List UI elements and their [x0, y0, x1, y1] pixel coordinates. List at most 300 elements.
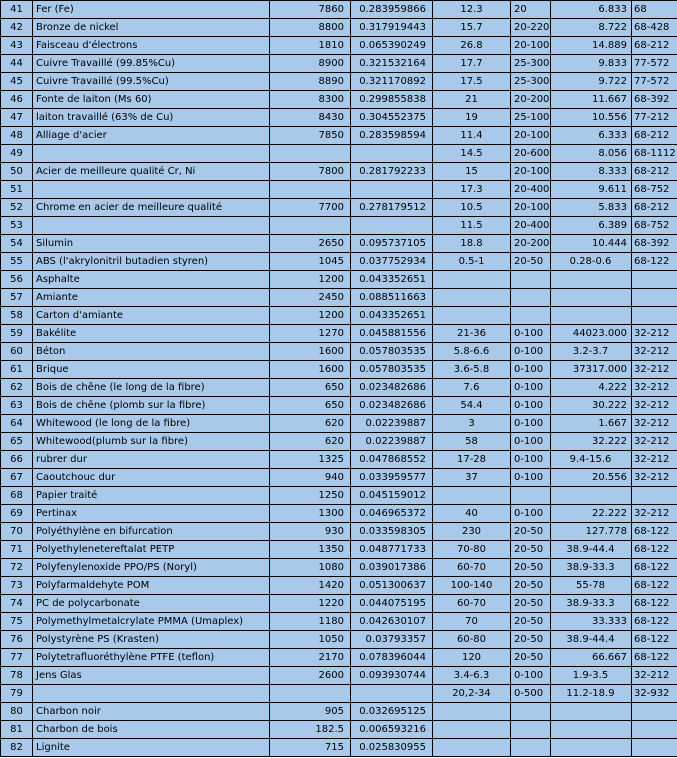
density-cell[interactable]: 1600 — [270, 343, 351, 361]
temperature-range-cell[interactable]: 20-50 — [511, 523, 551, 541]
material-name-cell[interactable]: Acier de meilleure qualité Cr, Ni — [33, 163, 270, 181]
coefficient-alt-cell[interactable]: 30.222 — [551, 397, 632, 415]
density-cell[interactable]: 1200 — [270, 271, 351, 289]
temperature-range-alt-cell[interactable]: 68-392 — [632, 235, 677, 253]
density-cell[interactable]: 8430 — [270, 109, 351, 127]
coefficient-cell[interactable]: 37 — [433, 469, 511, 487]
row-number-cell[interactable]: 60 — [1, 343, 33, 361]
density-alt-cell[interactable]: 0.299855838 — [351, 91, 433, 109]
coefficient-alt-cell[interactable]: 20.556 — [551, 469, 632, 487]
temperature-range-alt-cell[interactable]: 77-572 — [632, 73, 677, 91]
temperature-range-cell[interactable]: 20-50 — [511, 631, 551, 649]
temperature-range-alt-cell[interactable]: 32-212 — [632, 379, 677, 397]
density-cell[interactable]: 2650 — [270, 235, 351, 253]
temperature-range-cell[interactable]: 20-200 — [511, 91, 551, 109]
coefficient-cell[interactable]: 230 — [433, 523, 511, 541]
row-number-cell[interactable]: 43 — [1, 37, 33, 55]
temperature-range-alt-cell[interactable]: 68-122 — [632, 613, 677, 631]
density-alt-cell[interactable]: 0.043352651 — [351, 271, 433, 289]
coefficient-alt-cell[interactable]: 1.667 — [551, 415, 632, 433]
density-cell[interactable]: 1180 — [270, 613, 351, 631]
temperature-range-alt-cell[interactable]: 68-122 — [632, 523, 677, 541]
coefficient-cell[interactable]: 0.5-1 — [433, 253, 511, 271]
material-name-cell[interactable]: Lignite — [33, 739, 270, 757]
density-alt-cell[interactable]: 0.057803535 — [351, 343, 433, 361]
material-name-cell[interactable]: Polytetrafluoréthylène PTFE (teflon) — [33, 649, 270, 667]
density-cell[interactable] — [270, 217, 351, 235]
row-number-cell[interactable]: 70 — [1, 523, 33, 541]
material-name-cell[interactable]: Cuivre Travaillé (99.85%Cu) — [33, 55, 270, 73]
temperature-range-cell[interactable]: 0-100 — [511, 433, 551, 451]
density-cell[interactable]: 7850 — [270, 127, 351, 145]
temperature-range-cell[interactable] — [511, 271, 551, 289]
temperature-range-cell[interactable]: 0-100 — [511, 505, 551, 523]
temperature-range-cell[interactable]: 0-100 — [511, 343, 551, 361]
coefficient-cell[interactable]: 19 — [433, 109, 511, 127]
temperature-range-cell[interactable]: 0-100 — [511, 325, 551, 343]
coefficient-alt-cell[interactable] — [551, 739, 632, 757]
density-alt-cell[interactable]: 0.321170892 — [351, 73, 433, 91]
density-alt-cell[interactable]: 0.03793357 — [351, 631, 433, 649]
coefficient-alt-cell[interactable]: 0.28-0.6 — [551, 253, 632, 271]
coefficient-alt-cell[interactable]: 66.667 — [551, 649, 632, 667]
coefficient-alt-cell[interactable]: 4.222 — [551, 379, 632, 397]
material-name-cell[interactable]: PC de polycarbonate — [33, 595, 270, 613]
density-cell[interactable]: 7860 — [270, 1, 351, 19]
temperature-range-alt-cell[interactable]: 68-122 — [632, 649, 677, 667]
density-alt-cell[interactable]: 0.045159012 — [351, 487, 433, 505]
density-alt-cell[interactable]: 0.006593216 — [351, 721, 433, 739]
density-cell[interactable]: 1810 — [270, 37, 351, 55]
material-name-cell[interactable]: Polyfenylenoxide PPO/PS (Noryl) — [33, 559, 270, 577]
coefficient-cell[interactable] — [433, 721, 511, 739]
density-alt-cell[interactable]: 0.057803535 — [351, 361, 433, 379]
coefficient-cell[interactable]: 40 — [433, 505, 511, 523]
coefficient-alt-cell[interactable]: 8.722 — [551, 19, 632, 37]
temperature-range-cell[interactable] — [511, 289, 551, 307]
material-name-cell[interactable] — [33, 217, 270, 235]
temperature-range-cell[interactable]: 0-100 — [511, 451, 551, 469]
temperature-range-alt-cell[interactable]: 32-212 — [632, 667, 677, 685]
temperature-range-cell[interactable]: 0-100 — [511, 667, 551, 685]
material-name-cell[interactable]: Polyéthylène en bifurcation — [33, 523, 270, 541]
coefficient-cell[interactable] — [433, 271, 511, 289]
density-alt-cell[interactable]: 0.065390249 — [351, 37, 433, 55]
density-cell[interactable]: 1350 — [270, 541, 351, 559]
density-alt-cell[interactable]: 0.051300637 — [351, 577, 433, 595]
temperature-range-cell[interactable] — [511, 307, 551, 325]
density-cell[interactable]: 620 — [270, 415, 351, 433]
temperature-range-cell[interactable]: 20-50 — [511, 253, 551, 271]
density-alt-cell[interactable]: 0.078396044 — [351, 649, 433, 667]
density-cell[interactable]: 1200 — [270, 307, 351, 325]
coefficient-cell[interactable] — [433, 487, 511, 505]
coefficient-cell[interactable]: 17.7 — [433, 55, 511, 73]
density-cell[interactable]: 1270 — [270, 325, 351, 343]
density-alt-cell[interactable]: 0.037752934 — [351, 253, 433, 271]
temperature-range-alt-cell[interactable]: 68-122 — [632, 541, 677, 559]
density-alt-cell[interactable]: 0.02239887 — [351, 415, 433, 433]
material-name-cell[interactable]: Polystyrène PS (Krasten) — [33, 631, 270, 649]
coefficient-cell[interactable]: 70 — [433, 613, 511, 631]
material-name-cell[interactable]: Whitewood(plumb sur la fibre) — [33, 433, 270, 451]
density-cell[interactable]: 2600 — [270, 667, 351, 685]
coefficient-cell[interactable]: 17.3 — [433, 181, 511, 199]
density-alt-cell[interactable]: 0.048771733 — [351, 541, 433, 559]
temperature-range-alt-cell[interactable]: 68-1112 — [632, 145, 677, 163]
temperature-range-alt-cell[interactable]: 77-212 — [632, 109, 677, 127]
coefficient-cell[interactable]: 21 — [433, 91, 511, 109]
density-cell[interactable]: 650 — [270, 379, 351, 397]
temperature-range-cell[interactable]: 20-100 — [511, 37, 551, 55]
row-number-cell[interactable]: 71 — [1, 541, 33, 559]
coefficient-cell[interactable]: 3.6-5.8 — [433, 361, 511, 379]
temperature-range-cell[interactable]: 0-100 — [511, 397, 551, 415]
temperature-range-cell[interactable]: 20-50 — [511, 577, 551, 595]
temperature-range-cell[interactable]: 0-100 — [511, 379, 551, 397]
density-alt-cell[interactable]: 0.045881556 — [351, 325, 433, 343]
temperature-range-alt-cell[interactable]: 68-212 — [632, 37, 677, 55]
density-alt-cell[interactable] — [351, 181, 433, 199]
temperature-range-cell[interactable]: 25-100 — [511, 109, 551, 127]
density-alt-cell[interactable]: 0.317919443 — [351, 19, 433, 37]
density-cell[interactable]: 8900 — [270, 55, 351, 73]
temperature-range-alt-cell[interactable]: 77-572 — [632, 55, 677, 73]
row-number-cell[interactable]: 74 — [1, 595, 33, 613]
row-number-cell[interactable]: 69 — [1, 505, 33, 523]
density-alt-cell[interactable]: 0.281792233 — [351, 163, 433, 181]
density-cell[interactable]: 8300 — [270, 91, 351, 109]
coefficient-alt-cell[interactable]: 9.722 — [551, 73, 632, 91]
density-cell[interactable]: 940 — [270, 469, 351, 487]
row-number-cell[interactable]: 63 — [1, 397, 33, 415]
density-cell[interactable]: 650 — [270, 397, 351, 415]
coefficient-cell[interactable]: 12.3 — [433, 1, 511, 19]
coefficient-cell[interactable]: 5.8-6.6 — [433, 343, 511, 361]
coefficient-alt-cell[interactable]: 6.389 — [551, 217, 632, 235]
coefficient-cell[interactable] — [433, 739, 511, 757]
coefficient-cell[interactable]: 26.8 — [433, 37, 511, 55]
density-cell[interactable]: 1220 — [270, 595, 351, 613]
temperature-range-alt-cell[interactable]: 68-752 — [632, 217, 677, 235]
row-number-cell[interactable]: 82 — [1, 739, 33, 757]
temperature-range-cell[interactable]: 20-100 — [511, 163, 551, 181]
coefficient-alt-cell[interactable]: 37317.000 — [551, 361, 632, 379]
row-number-cell[interactable]: 80 — [1, 703, 33, 721]
row-number-cell[interactable]: 46 — [1, 91, 33, 109]
temperature-range-cell[interactable]: 20-50 — [511, 541, 551, 559]
row-number-cell[interactable]: 66 — [1, 451, 33, 469]
coefficient-alt-cell[interactable]: 33.333 — [551, 613, 632, 631]
row-number-cell[interactable]: 61 — [1, 361, 33, 379]
density-alt-cell[interactable]: 0.304552375 — [351, 109, 433, 127]
temperature-range-alt-cell[interactable]: 32-212 — [632, 451, 677, 469]
density-cell[interactable] — [270, 145, 351, 163]
coefficient-cell[interactable]: 100-140 — [433, 577, 511, 595]
coefficient-alt-cell[interactable]: 10.556 — [551, 109, 632, 127]
density-cell[interactable]: 1080 — [270, 559, 351, 577]
coefficient-cell[interactable] — [433, 703, 511, 721]
temperature-range-alt-cell[interactable]: 32-212 — [632, 343, 677, 361]
coefficient-alt-cell[interactable] — [551, 271, 632, 289]
material-name-cell[interactable]: Carton d'amiante — [33, 307, 270, 325]
coefficient-alt-cell[interactable] — [551, 703, 632, 721]
temperature-range-alt-cell[interactable]: 68-122 — [632, 595, 677, 613]
row-number-cell[interactable]: 58 — [1, 307, 33, 325]
density-alt-cell[interactable]: 0.033598305 — [351, 523, 433, 541]
temperature-range-cell[interactable]: 20-100 — [511, 127, 551, 145]
material-name-cell[interactable]: Polyfarmaldehyte POM — [33, 577, 270, 595]
temperature-range-cell[interactable]: 20-50 — [511, 649, 551, 667]
coefficient-alt-cell[interactable]: 11.667 — [551, 91, 632, 109]
material-name-cell[interactable]: Cuivre Travaillé (99.5%Cu) — [33, 73, 270, 91]
row-number-cell[interactable]: 52 — [1, 199, 33, 217]
material-name-cell[interactable]: ABS (l'akrylonitril butadien styren) — [33, 253, 270, 271]
density-cell[interactable]: 182.5 — [270, 721, 351, 739]
coefficient-cell[interactable]: 14.5 — [433, 145, 511, 163]
density-alt-cell[interactable]: 0.039017386 — [351, 559, 433, 577]
row-number-cell[interactable]: 59 — [1, 325, 33, 343]
density-alt-cell[interactable]: 0.047868552 — [351, 451, 433, 469]
material-name-cell[interactable]: Caoutchouc dur — [33, 469, 270, 487]
row-number-cell[interactable]: 42 — [1, 19, 33, 37]
material-name-cell[interactable] — [33, 181, 270, 199]
temperature-range-cell[interactable]: 20-220 — [511, 19, 551, 37]
temperature-range-cell[interactable]: 20-50 — [511, 613, 551, 631]
density-cell[interactable]: 1050 — [270, 631, 351, 649]
density-alt-cell[interactable]: 0.042630107 — [351, 613, 433, 631]
coefficient-cell[interactable]: 3 — [433, 415, 511, 433]
coefficient-alt-cell[interactable]: 38.9-44.4 — [551, 631, 632, 649]
temperature-range-alt-cell[interactable] — [632, 721, 677, 739]
temperature-range-alt-cell[interactable] — [632, 307, 677, 325]
coefficient-alt-cell[interactable]: 6.333 — [551, 127, 632, 145]
temperature-range-alt-cell[interactable]: 32-212 — [632, 397, 677, 415]
coefficient-alt-cell[interactable]: 10.444 — [551, 235, 632, 253]
coefficient-cell[interactable]: 60-70 — [433, 595, 511, 613]
temperature-range-cell[interactable]: 0-100 — [511, 469, 551, 487]
row-number-cell[interactable]: 48 — [1, 127, 33, 145]
material-name-cell[interactable]: Béton — [33, 343, 270, 361]
density-cell[interactable]: 930 — [270, 523, 351, 541]
temperature-range-cell[interactable]: 25-300 — [511, 73, 551, 91]
row-number-cell[interactable]: 65 — [1, 433, 33, 451]
coefficient-cell[interactable]: 21-36 — [433, 325, 511, 343]
row-number-cell[interactable]: 54 — [1, 235, 33, 253]
coefficient-alt-cell[interactable]: 38.9-33.3 — [551, 559, 632, 577]
row-number-cell[interactable]: 57 — [1, 289, 33, 307]
row-number-cell[interactable]: 49 — [1, 145, 33, 163]
density-alt-cell[interactable]: 0.032695125 — [351, 703, 433, 721]
coefficient-cell[interactable]: 15.7 — [433, 19, 511, 37]
temperature-range-alt-cell[interactable]: 68-122 — [632, 631, 677, 649]
density-alt-cell[interactable] — [351, 685, 433, 703]
coefficient-alt-cell[interactable]: 127.778 — [551, 523, 632, 541]
temperature-range-cell[interactable]: 20-50 — [511, 595, 551, 613]
material-name-cell[interactable]: Amiante — [33, 289, 270, 307]
density-alt-cell[interactable] — [351, 217, 433, 235]
temperature-range-cell[interactable] — [511, 739, 551, 757]
material-name-cell[interactable]: rubrer dur — [33, 451, 270, 469]
coefficient-alt-cell[interactable]: 22.222 — [551, 505, 632, 523]
temperature-range-alt-cell[interactable]: 68-122 — [632, 559, 677, 577]
temperature-range-cell[interactable]: 20-400 — [511, 181, 551, 199]
material-name-cell[interactable]: Papier traité — [33, 487, 270, 505]
material-name-cell[interactable]: Polymethylmetalcrylate PMMA (Umaplex) — [33, 613, 270, 631]
coefficient-cell[interactable] — [433, 307, 511, 325]
coefficient-cell[interactable]: 11.5 — [433, 217, 511, 235]
density-cell[interactable]: 1325 — [270, 451, 351, 469]
coefficient-cell[interactable]: 3.4-6.3 — [433, 667, 511, 685]
row-number-cell[interactable]: 47 — [1, 109, 33, 127]
density-cell[interactable]: 2170 — [270, 649, 351, 667]
coefficient-alt-cell[interactable] — [551, 307, 632, 325]
coefficient-alt-cell[interactable]: 9.611 — [551, 181, 632, 199]
temperature-range-alt-cell[interactable]: 68-122 — [632, 577, 677, 595]
coefficient-alt-cell[interactable]: 32.222 — [551, 433, 632, 451]
temperature-range-cell[interactable]: 0-100 — [511, 361, 551, 379]
material-name-cell[interactable]: Fer (Fe) — [33, 1, 270, 19]
material-name-cell[interactable] — [33, 145, 270, 163]
density-cell[interactable]: 1300 — [270, 505, 351, 523]
density-cell[interactable] — [270, 181, 351, 199]
temperature-range-alt-cell[interactable]: 32-212 — [632, 415, 677, 433]
temperature-range-cell[interactable]: 20 — [511, 1, 551, 19]
coefficient-alt-cell[interactable]: 9.4-15.6 — [551, 451, 632, 469]
coefficient-cell[interactable]: 18.8 — [433, 235, 511, 253]
row-number-cell[interactable]: 72 — [1, 559, 33, 577]
temperature-range-cell[interactable]: 0-100 — [511, 415, 551, 433]
temperature-range-cell[interactable]: 20-400 — [511, 217, 551, 235]
row-number-cell[interactable]: 53 — [1, 217, 33, 235]
temperature-range-cell[interactable] — [511, 487, 551, 505]
temperature-range-alt-cell[interactable]: 68-428 — [632, 19, 677, 37]
material-name-cell[interactable]: Bronze de nickel — [33, 19, 270, 37]
row-number-cell[interactable]: 77 — [1, 649, 33, 667]
material-name-cell[interactable]: Pertinax — [33, 505, 270, 523]
density-alt-cell[interactable] — [351, 145, 433, 163]
coefficient-alt-cell[interactable]: 38.9-33.3 — [551, 595, 632, 613]
material-name-cell[interactable]: Brique — [33, 361, 270, 379]
coefficient-alt-cell[interactable]: 14.889 — [551, 37, 632, 55]
temperature-range-alt-cell[interactable]: 32-932 — [632, 685, 677, 703]
row-number-cell[interactable]: 50 — [1, 163, 33, 181]
temperature-range-alt-cell[interactable]: 68-752 — [632, 181, 677, 199]
coefficient-alt-cell[interactable]: 55-78 — [551, 577, 632, 595]
density-alt-cell[interactable]: 0.033959577 — [351, 469, 433, 487]
row-number-cell[interactable]: 64 — [1, 415, 33, 433]
density-alt-cell[interactable]: 0.095737105 — [351, 235, 433, 253]
material-name-cell[interactable]: Bakélite — [33, 325, 270, 343]
coefficient-cell[interactable]: 60-80 — [433, 631, 511, 649]
material-name-cell[interactable]: Chrome en acier de meilleure qualité — [33, 199, 270, 217]
material-name-cell[interactable]: Jens Glas — [33, 667, 270, 685]
material-name-cell[interactable]: Asphalte — [33, 271, 270, 289]
temperature-range-alt-cell[interactable] — [632, 703, 677, 721]
row-number-cell[interactable]: 81 — [1, 721, 33, 739]
coefficient-cell[interactable]: 7.6 — [433, 379, 511, 397]
coefficient-cell[interactable]: 17.5 — [433, 73, 511, 91]
temperature-range-alt-cell[interactable]: 68 — [632, 1, 677, 19]
density-cell[interactable]: 1250 — [270, 487, 351, 505]
material-name-cell[interactable]: laiton travaillé (63% de Cu) — [33, 109, 270, 127]
row-number-cell[interactable]: 79 — [1, 685, 33, 703]
density-cell[interactable]: 905 — [270, 703, 351, 721]
coefficient-alt-cell[interactable]: 5.833 — [551, 199, 632, 217]
density-alt-cell[interactable]: 0.278179512 — [351, 199, 433, 217]
row-number-cell[interactable]: 51 — [1, 181, 33, 199]
density-alt-cell[interactable]: 0.283598594 — [351, 127, 433, 145]
density-alt-cell[interactable]: 0.02239887 — [351, 433, 433, 451]
temperature-range-cell[interactable]: 20-200 — [511, 235, 551, 253]
density-alt-cell[interactable]: 0.025830955 — [351, 739, 433, 757]
temperature-range-alt-cell[interactable]: 68-122 — [632, 253, 677, 271]
temperature-range-cell[interactable]: 20-50 — [511, 559, 551, 577]
coefficient-alt-cell[interactable] — [551, 487, 632, 505]
temperature-range-alt-cell[interactable]: 32-212 — [632, 361, 677, 379]
density-cell[interactable]: 1420 — [270, 577, 351, 595]
material-name-cell[interactable]: Charbon de bois — [33, 721, 270, 739]
coefficient-cell[interactable]: 58 — [433, 433, 511, 451]
coefficient-cell[interactable]: 10.5 — [433, 199, 511, 217]
temperature-range-alt-cell[interactable]: 68-392 — [632, 91, 677, 109]
density-alt-cell[interactable]: 0.283959866 — [351, 1, 433, 19]
coefficient-alt-cell[interactable]: 3.2-3.7 — [551, 343, 632, 361]
coefficient-alt-cell[interactable] — [551, 721, 632, 739]
material-name-cell[interactable]: Alliage d'acier — [33, 127, 270, 145]
row-number-cell[interactable]: 78 — [1, 667, 33, 685]
density-cell[interactable]: 7700 — [270, 199, 351, 217]
row-number-cell[interactable]: 76 — [1, 631, 33, 649]
material-name-cell[interactable]: Charbon noir — [33, 703, 270, 721]
temperature-range-alt-cell[interactable]: 68-212 — [632, 199, 677, 217]
density-cell[interactable]: 1045 — [270, 253, 351, 271]
temperature-range-cell[interactable]: 25-300 — [511, 55, 551, 73]
density-cell[interactable]: 8800 — [270, 19, 351, 37]
material-name-cell[interactable]: Whitewood (le long de la fibre) — [33, 415, 270, 433]
density-cell[interactable]: 715 — [270, 739, 351, 757]
coefficient-alt-cell[interactable]: 11.2-18.9 — [551, 685, 632, 703]
material-name-cell[interactable]: Faisceau d'électrons — [33, 37, 270, 55]
coefficient-alt-cell[interactable]: 1.9-3.5 — [551, 667, 632, 685]
row-number-cell[interactable]: 62 — [1, 379, 33, 397]
row-number-cell[interactable]: 56 — [1, 271, 33, 289]
coefficient-alt-cell[interactable]: 8.333 — [551, 163, 632, 181]
material-name-cell[interactable]: Polyethylenetereftalat PETP — [33, 541, 270, 559]
row-number-cell[interactable]: 75 — [1, 613, 33, 631]
density-alt-cell[interactable]: 0.043352651 — [351, 307, 433, 325]
coefficient-cell[interactable]: 120 — [433, 649, 511, 667]
density-alt-cell[interactable]: 0.046965372 — [351, 505, 433, 523]
coefficient-alt-cell[interactable]: 38.9-44.4 — [551, 541, 632, 559]
material-name-cell[interactable]: Silumin — [33, 235, 270, 253]
coefficient-alt-cell[interactable]: 44023.000 — [551, 325, 632, 343]
row-number-cell[interactable]: 45 — [1, 73, 33, 91]
coefficient-cell[interactable]: 11.4 — [433, 127, 511, 145]
coefficient-cell[interactable]: 17-28 — [433, 451, 511, 469]
row-number-cell[interactable]: 41 — [1, 1, 33, 19]
row-number-cell[interactable]: 73 — [1, 577, 33, 595]
temperature-range-alt-cell[interactable]: 68-212 — [632, 127, 677, 145]
density-cell[interactable] — [270, 685, 351, 703]
density-cell[interactable]: 7800 — [270, 163, 351, 181]
density-alt-cell[interactable]: 0.321532164 — [351, 55, 433, 73]
coefficient-cell[interactable]: 54.4 — [433, 397, 511, 415]
temperature-range-alt-cell[interactable] — [632, 271, 677, 289]
coefficient-cell[interactable]: 20,2-34 — [433, 685, 511, 703]
coefficient-alt-cell[interactable]: 9.833 — [551, 55, 632, 73]
row-number-cell[interactable]: 67 — [1, 469, 33, 487]
